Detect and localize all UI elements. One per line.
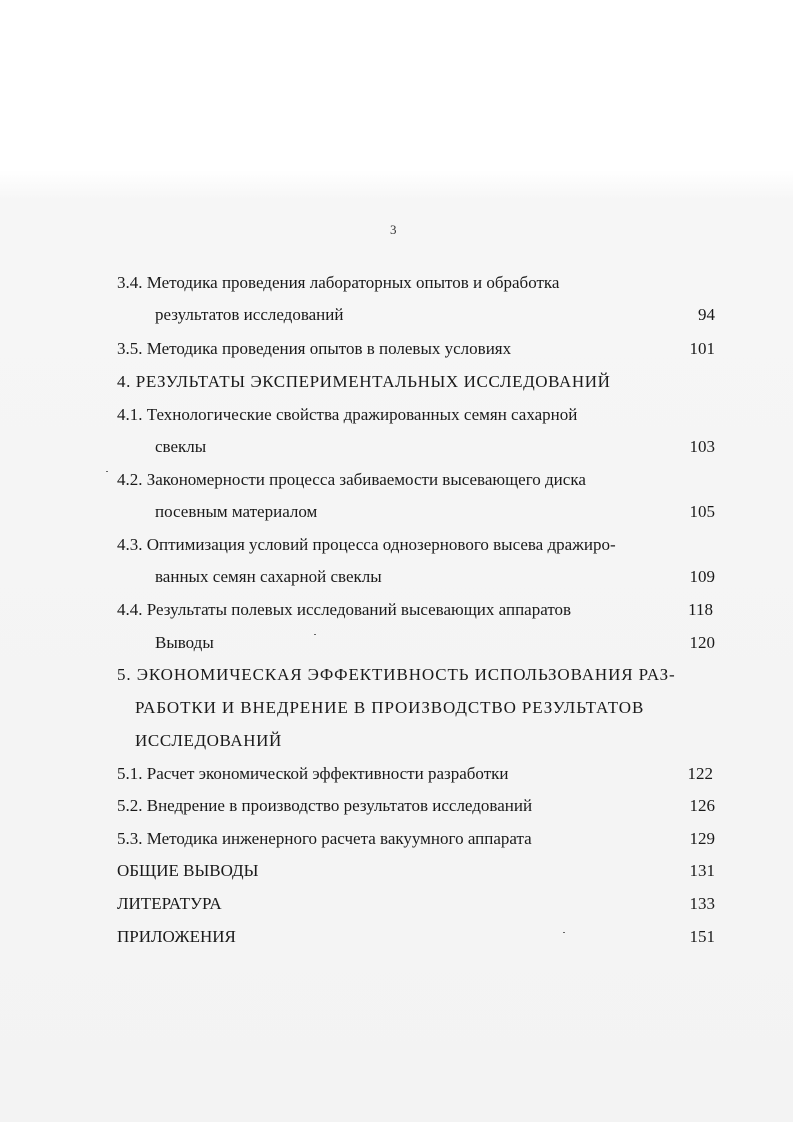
toc-page-3-4: 94 — [698, 305, 715, 324]
toc-page-4-2: 105 — [689, 502, 715, 521]
toc-chapter-5-line3: ИССЛЕДОВАНИЙ — [135, 731, 282, 750]
toc-entry-4-4: 4.4. Результаты полевых исследований высевающих аппаратов — [117, 600, 572, 619]
toc-page-general-conclusions: 131 — [689, 861, 715, 880]
toc-page-4-4: 118 — [688, 600, 713, 619]
toc-entry-5-1: 5.1. Расчет экономической эффективности разработки — [117, 764, 509, 783]
scan-speck — [563, 932, 565, 933]
scan-speck — [106, 471, 108, 472]
toc-entry-conclusions: Выводы — [155, 633, 214, 652]
page-number: 3 — [390, 222, 397, 237]
toc-entry-4-1-line1: 4.1. Технологические свойства дражированных семян сахарной — [117, 405, 578, 424]
toc-chapter-5-line2: РАБОТКИ И ВНЕДРЕНИЕ В ПРОИЗВОДСТВО РЕЗУЛЬТАТОВ — [135, 698, 645, 717]
toc-entry-literature: ЛИТЕРАТУРА — [117, 894, 222, 913]
toc-entry-4-3-line1: 4.3. Оптимизация условий процесса однозернового высева дражиро- — [117, 535, 616, 554]
scan-speck — [314, 634, 316, 635]
toc-page-conclusions: 120 — [689, 633, 715, 652]
toc-page-4-3: 109 — [689, 567, 715, 586]
toc-page-4-1: 103 — [689, 437, 715, 456]
toc-entry-5-3: 5.3. Методика инженерного расчета вакуумного аппарата — [117, 829, 532, 848]
toc-entry-4-1-line2: свеклы — [155, 437, 207, 456]
toc-entry-3-4-line2: результатов исследований — [155, 305, 344, 324]
toc-page-appendix: 151 — [689, 927, 715, 946]
toc-entry-3-5: 3.5. Методика проведения опытов в полевых условиях — [117, 339, 512, 358]
toc-page-5-1: 122 — [687, 764, 713, 783]
toc-chapter-5-line1: 5. ЭКОНОМИЧЕСКАЯ ЭФФЕКТИВНОСТЬ ИСПОЛЬЗОВАНИЯ РАЗ- — [117, 665, 676, 684]
toc-entry-4-2-line2: посевным материалом — [155, 502, 318, 521]
toc-entry-4-3-line2: ванных семян сахарной свеклы — [155, 567, 382, 586]
toc-entry-general-conclusions: ОБЩИЕ ВЫВОДЫ — [117, 861, 259, 880]
toc-entry-3-4-line1: 3.4. Методика проведения лабораторных опытов и обработка — [117, 273, 560, 292]
toc-page-literature: 133 — [689, 894, 715, 913]
toc-entry-4-2-line1: 4.2. Закономерности процесса забиваемости высевающего диска — [117, 470, 586, 489]
toc-entry-5-2: 5.2. Внедрение в производство результатов исследований — [117, 796, 533, 815]
toc-page-5-2: 126 — [689, 796, 715, 815]
toc-entry-appendix: ПРИЛОЖЕНИЯ — [117, 927, 236, 946]
toc-chapter-4: 4. РЕЗУЛЬТАТЫ ЭКСПЕРИМЕНТАЛЬНЫХ ИССЛЕДОВАНИЙ — [117, 372, 611, 391]
toc-page-5-3: 129 — [689, 829, 715, 848]
toc-page-3-5: 101 — [689, 339, 715, 358]
